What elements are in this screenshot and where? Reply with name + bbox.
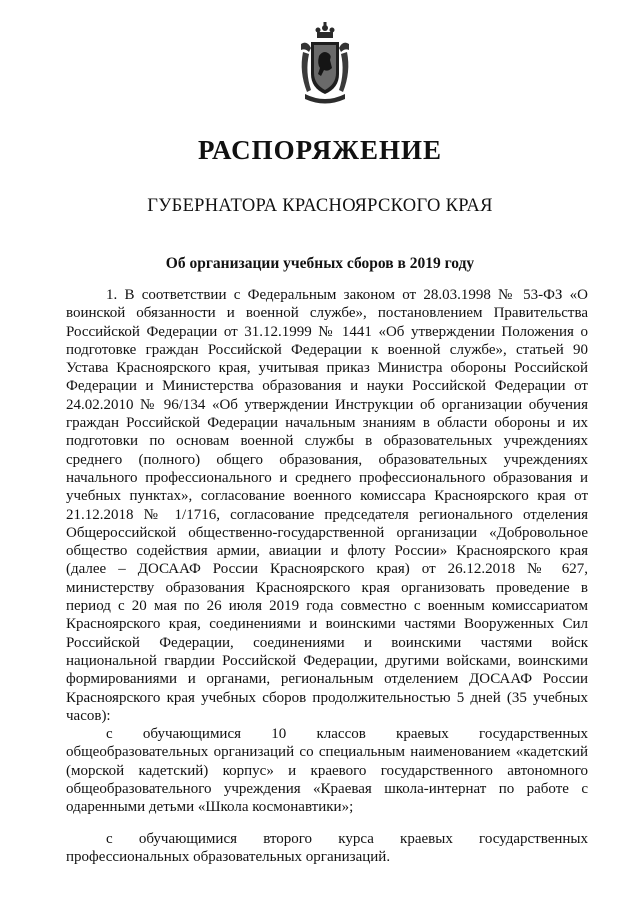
paragraph-1: 1. В соответствии с Федеральным законом от 28.03.1998 № 53-ФЗ «О воинской обязанности и военной службе», постановлением Правительства Российской Федерации от 31.12.1999 № 1441 «Об утверждении Положения о подготовке граждан Российской Федерации к военной службе», статьей 90 Устава Красноярского края, учитывая приказ Министра обороны Российской Федерации и Министерства образования и науки Российской Федерации от 24.02.2010 № 96/134 «Об утверждении Инструкции об организации обучения граждан Российской Федерации начальным знаниям в области обороны и их подготовки по основам военной службы в образовательных учреждениях среднего (полного) общего образования, образовательных учреждениях начального профессионального и среднего профессионального образования и учебных пунктах», согласование военного комиссара Красноярского края от 21.12.2018 № 1/1716, согласование председателя регионального отделения Общероссийской общественно-государственной организации «Добровольное общество содействия армии, авиации и флоту России» Красноярского края (далее – ДОСААФ России Красноярского края) от 26.12.2018 № 627, министерству образования Красноярского края организовать проведение в период с 20 мая по 26 июля 2019 года совместно с военным комиссариатом Красноярского края, соединениями и воинскими частями Вооруженных Сил Российской Федерации, соединениями и воинскими частями войск национальной гвардии Российской Федерации, другими войсками, воинскими формированиями и органами, региональным отделением ДОСААФ России Красноярского края учебных сборов продолжительностью 5 дней (35 учебных часов): [66,287,588,724]
list-item-1: с обучающимися 10 классов краевых государственных общеобразовательных организаций со специальным наименованием «кадетский (морской кадетский) корпус» и краевого государственного автономного общеобразовательного учреждения «Краевая школа-интернат по работе с одаренными детьми «Школа космонавтики»; [66,726,588,816]
document-body [66,286,588,866]
list-item-2: с обучающимися второго курса краевых государственных профессиональных образовательных организаций. [66,830,588,865]
issuer-heading: ГУБЕРНАТОРА КРАСНОЯРСКОГО КРАЯ [147,196,493,216]
document-title: Об организации учебных сборов в 2019 году [165,255,475,272]
document-type-heading: РАСПОРЯЖЕНИЕ [197,135,443,165]
coat-of-arms-icon [297,22,353,108]
